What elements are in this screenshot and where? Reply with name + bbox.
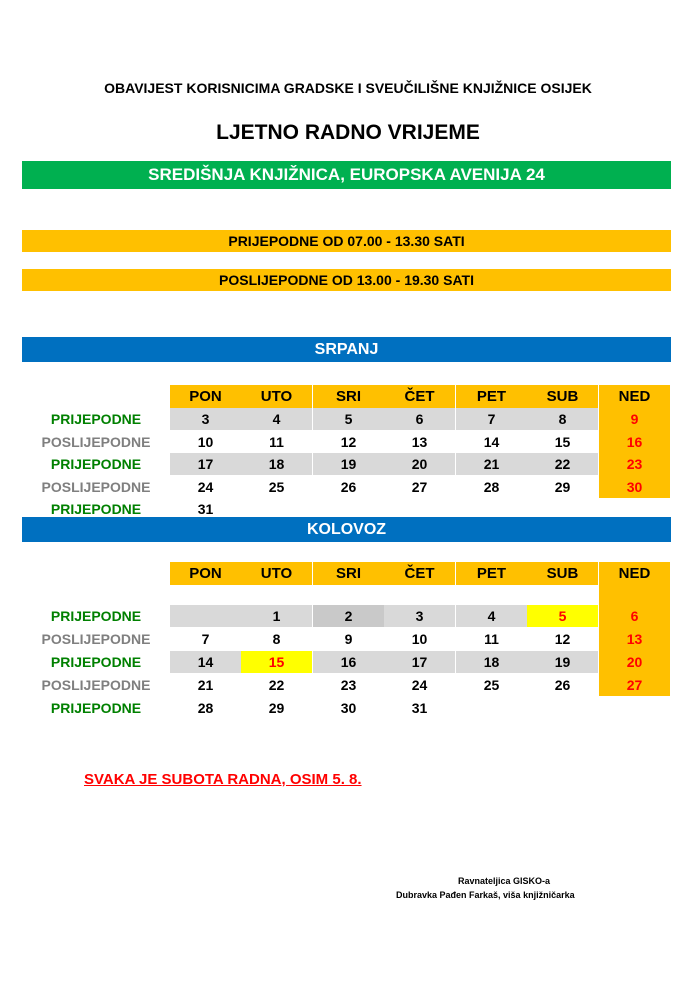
day-cell: 5 <box>527 605 598 627</box>
weekday-header: SUB <box>527 562 598 585</box>
day-cell: 24 <box>411 677 428 693</box>
day-cell: 3 <box>170 408 241 430</box>
day-cell: 19 <box>313 453 384 475</box>
day-cell: 2 <box>313 605 384 627</box>
day-cell <box>170 605 241 627</box>
page-title: LJETNO RADNO VRIJEME <box>216 121 480 144</box>
weekday-header: UTO <box>241 385 312 408</box>
day-cell: 27 <box>411 479 428 495</box>
day-cell: 18 <box>456 651 527 673</box>
day-cell: 12 <box>340 434 357 450</box>
day-cell: 22 <box>527 453 598 475</box>
month-banner-kolovoz: KOLOVOZ <box>22 517 671 542</box>
day-cell: 31 <box>197 501 214 517</box>
shift-label: POSLIJEPODNE <box>41 434 151 450</box>
day-cell: 8 <box>272 631 281 647</box>
day-cell: 24 <box>197 479 214 495</box>
signature-title: Ravnateljica GISKO-a <box>458 876 551 886</box>
weekday-header: PET <box>456 385 527 408</box>
day-cell: 23 <box>340 677 357 693</box>
day-cell: 15 <box>241 651 312 673</box>
signature-name: Dubravka Pađen Farkaš, viša knjižničarka <box>396 890 575 900</box>
sunday-day-cell: 13 <box>599 628 670 651</box>
shift-label: PRIJEPODNE <box>50 411 142 427</box>
day-cell: 7 <box>201 631 210 647</box>
shift-label: PRIJEPODNE <box>50 501 142 517</box>
day-cell: 21 <box>197 677 214 693</box>
day-cell: 16 <box>313 651 384 673</box>
weekday-header: NED <box>599 385 670 408</box>
day-cell: 20 <box>384 453 455 475</box>
day-cell: 26 <box>340 479 357 495</box>
day-cell: 10 <box>411 631 428 647</box>
weekday-header: ČET <box>384 385 455 408</box>
day-cell: 3 <box>384 605 455 627</box>
day-cell: 19 <box>527 651 598 673</box>
day-cell: 25 <box>268 479 285 495</box>
day-cell: 1 <box>241 605 312 627</box>
shift-label: POSLIJEPODNE <box>41 479 151 495</box>
day-cell: 28 <box>197 700 214 716</box>
afternoon-hours-banner: POSLIJEPODNE OD 13.00 - 19.30 SATI <box>22 269 671 291</box>
notice-heading: OBAVIJEST KORISNICIMA GRADSKE I SVEUČILIŠNE KNJIŽNICE OSIJEK <box>104 80 592 96</box>
shift-label: POSLIJEPODNE <box>41 677 151 693</box>
day-cell: 29 <box>268 700 285 716</box>
sunday-column-fill <box>599 585 670 605</box>
day-cell: 9 <box>344 631 353 647</box>
weekday-header: PON <box>170 562 241 585</box>
day-cell: 14 <box>170 651 241 673</box>
day-cell: 10 <box>197 434 214 450</box>
weekday-header: UTO <box>241 562 312 585</box>
day-cell: 26 <box>554 677 571 693</box>
day-cell: 31 <box>411 700 428 716</box>
sunday-day-cell: 16 <box>599 431 670 453</box>
day-cell: 6 <box>384 408 455 430</box>
saturday-note: SVAKA JE SUBOTA RADNA, OSIM 5. 8. <box>84 771 362 788</box>
day-cell: 4 <box>456 605 527 627</box>
sunday-day-cell: 23 <box>599 453 670 476</box>
sunday-day-cell: 20 <box>599 651 670 674</box>
weekday-header: SUB <box>527 385 598 408</box>
weekday-header: ČET <box>384 562 455 585</box>
shift-label: PRIJEPODNE <box>50 456 142 472</box>
weekday-header: PON <box>170 385 241 408</box>
sunday-day-cell: 6 <box>599 605 670 628</box>
day-cell: 15 <box>554 434 571 450</box>
day-cell: 7 <box>456 408 527 430</box>
morning-hours-banner: PRIJEPODNE OD 07.00 - 13.30 SATI <box>22 230 671 252</box>
weekday-header: SRI <box>313 385 384 408</box>
day-cell: 25 <box>483 677 500 693</box>
day-cell: 21 <box>456 453 527 475</box>
location-banner: SREDIŠNJA KNJIŽNICA, EUROPSKA AVENIJA 24 <box>22 161 671 189</box>
day-cell: 17 <box>170 453 241 475</box>
shift-label: PRIJEPODNE <box>50 700 142 716</box>
day-cell: 22 <box>268 677 285 693</box>
day-cell: 28 <box>483 479 500 495</box>
day-cell: 17 <box>384 651 455 673</box>
day-cell: 5 <box>313 408 384 430</box>
sunday-day-cell: 27 <box>599 674 670 696</box>
day-cell: 12 <box>554 631 571 647</box>
day-cell: 11 <box>269 434 284 450</box>
weekday-header: NED <box>599 562 670 585</box>
day-cell: 13 <box>411 434 428 450</box>
day-cell: 8 <box>527 408 598 430</box>
day-cell: 14 <box>483 434 500 450</box>
shift-label: PRIJEPODNE <box>50 608 142 624</box>
month-banner-srpanj: SRPANJ <box>22 337 671 362</box>
day-cell: 4 <box>241 408 312 430</box>
day-cell: 29 <box>554 479 571 495</box>
sunday-day-cell: 9 <box>599 408 670 431</box>
day-cell: 30 <box>340 700 357 716</box>
shift-label: PRIJEPODNE <box>50 654 142 670</box>
day-cell: 11 <box>484 631 499 647</box>
shift-label: POSLIJEPODNE <box>41 631 151 647</box>
day-cell: 18 <box>241 453 312 475</box>
weekday-header: PET <box>456 562 527 585</box>
sunday-day-cell: 30 <box>599 476 670 498</box>
weekday-header: SRI <box>313 562 384 585</box>
